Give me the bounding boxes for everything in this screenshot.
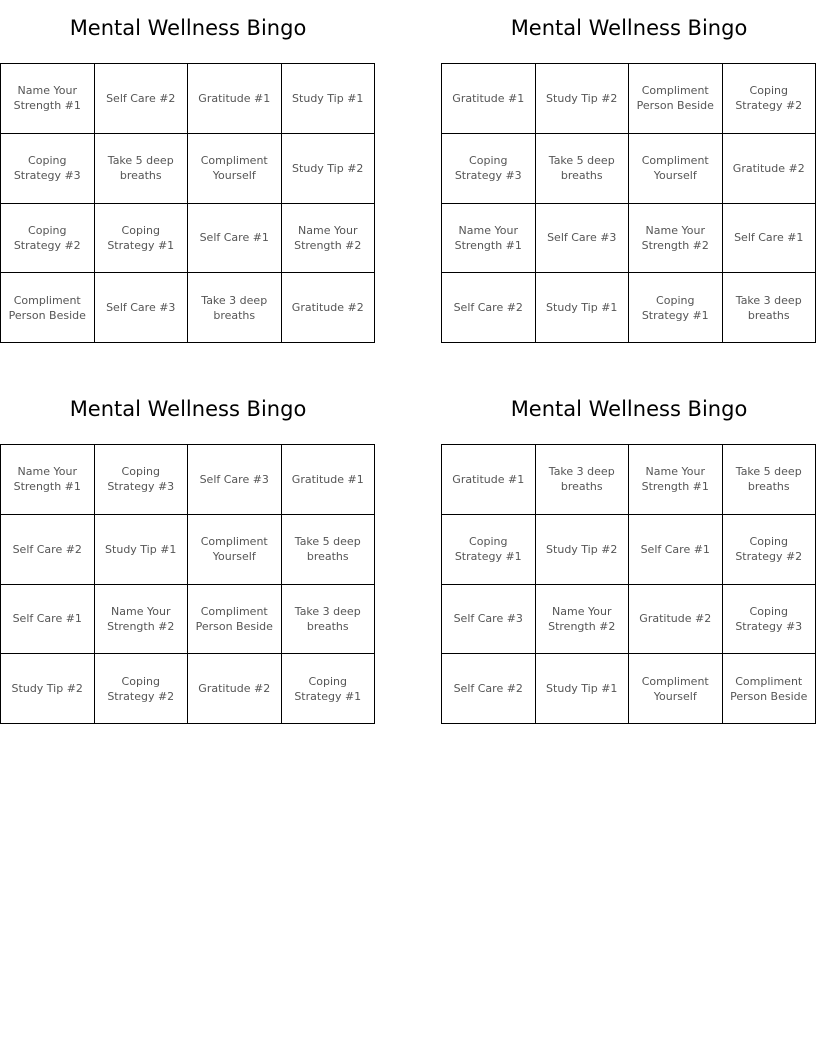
bingo-cell: Coping Strategy #3	[1, 134, 95, 204]
bingo-grid	[0, 444, 375, 724]
bingo-cell: Self Care #1	[1, 585, 95, 655]
bingo-cell: Name Your Strength #2	[536, 585, 630, 655]
bingo-cell: Self Care #2	[95, 64, 189, 134]
bingo-cell: Take 3 deep breaths	[723, 273, 816, 343]
bingo-cell: Study Tip #2	[536, 64, 630, 134]
bingo-cell: Coping Strategy #1	[442, 515, 536, 585]
bingo-cell: Compliment Person Beside	[1, 273, 95, 343]
bingo-cell: Compliment Person Beside	[723, 654, 816, 724]
bingo-cell: Coping Strategy #2	[95, 654, 189, 724]
bingo-grid	[441, 63, 816, 343]
card-title: Mental Wellness Bingo	[69, 397, 307, 421]
bingo-cell: Name Your Strength #1	[1, 445, 95, 515]
bingo-grid	[0, 63, 375, 343]
bingo-cell: Gratitude #2	[723, 134, 816, 204]
bingo-cell: Coping Strategy #2	[1, 204, 95, 274]
bingo-cell: Compliment Person Beside	[188, 585, 282, 655]
bingo-cell: Study Tip #1	[536, 654, 630, 724]
bingo-cell: Self Care #3	[188, 445, 282, 515]
bingo-cell: Self Care #1	[723, 204, 816, 274]
bingo-cell: Self Care #1	[629, 515, 723, 585]
bingo-cell: Coping Strategy #1	[282, 654, 376, 724]
bingo-cell: Take 3 deep breaths	[282, 585, 376, 655]
bingo-cell: Coping Strategy #3	[723, 585, 816, 655]
bingo-cell: Self Care #2	[442, 654, 536, 724]
bingo-cell: Gratitude #2	[282, 273, 376, 343]
bingo-cell: Take 5 deep breaths	[723, 445, 816, 515]
bingo-cell: Self Care #3	[536, 204, 630, 274]
bingo-cell: Name Your Strength #2	[282, 204, 376, 274]
bingo-cell: Compliment Yourself	[188, 515, 282, 585]
card-title: Mental Wellness Bingo	[510, 397, 748, 421]
bingo-cell: Take 5 deep breaths	[282, 515, 376, 585]
bingo-cell: Compliment Person Beside	[629, 64, 723, 134]
bingo-cell: Self Care #3	[442, 585, 536, 655]
bingo-cell: Coping Strategy #3	[442, 134, 536, 204]
bingo-cell: Coping Strategy #1	[95, 204, 189, 274]
card-title: Mental Wellness Bingo	[510, 16, 748, 40]
bingo-cell: Gratitude #1	[282, 445, 376, 515]
bingo-cell: Name Your Strength #2	[629, 204, 723, 274]
bingo-cell: Study Tip #1	[282, 64, 376, 134]
bingo-cell: Study Tip #2	[536, 515, 630, 585]
bingo-grid	[441, 444, 816, 724]
bingo-cell: Gratitude #1	[188, 64, 282, 134]
bingo-cell: Take 3 deep breaths	[188, 273, 282, 343]
bingo-cell: Coping Strategy #1	[629, 273, 723, 343]
bingo-cell: Coping Strategy #2	[723, 515, 816, 585]
bingo-cell: Coping Strategy #2	[723, 64, 816, 134]
bingo-cell: Take 5 deep breaths	[95, 134, 189, 204]
card-title: Mental Wellness Bingo	[69, 16, 307, 40]
bingo-cell: Compliment Yourself	[188, 134, 282, 204]
bingo-cell: Gratitude #1	[442, 64, 536, 134]
bingo-cell: Compliment Yourself	[629, 654, 723, 724]
bingo-cell: Self Care #1	[188, 204, 282, 274]
bingo-cell: Gratitude #2	[629, 585, 723, 655]
bingo-cell: Study Tip #2	[282, 134, 376, 204]
bingo-cell: Self Care #2	[442, 273, 536, 343]
bingo-cell: Self Care #3	[95, 273, 189, 343]
bingo-cell: Study Tip #1	[95, 515, 189, 585]
bingo-cell: Compliment Yourself	[629, 134, 723, 204]
bingo-cell: Name Your Strength #1	[442, 204, 536, 274]
bingo-cell: Study Tip #2	[1, 654, 95, 724]
bingo-cell: Gratitude #1	[442, 445, 536, 515]
bingo-cell: Study Tip #1	[536, 273, 630, 343]
bingo-cell: Name Your Strength #1	[629, 445, 723, 515]
bingo-cell: Name Your Strength #1	[1, 64, 95, 134]
bingo-cell: Self Care #2	[1, 515, 95, 585]
bingo-cell: Take 3 deep breaths	[536, 445, 630, 515]
bingo-cell: Name Your Strength #2	[95, 585, 189, 655]
bingo-cell: Coping Strategy #3	[95, 445, 189, 515]
bingo-cell: Take 5 deep breaths	[536, 134, 630, 204]
bingo-cell: Gratitude #2	[188, 654, 282, 724]
